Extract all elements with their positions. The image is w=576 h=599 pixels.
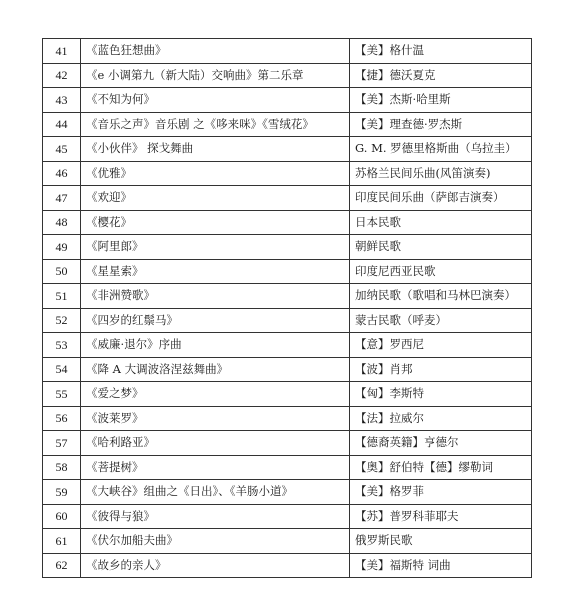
table-row xyxy=(43,137,532,162)
piece-title: 《菩提树》 xyxy=(81,455,350,480)
piece-author: 蒙古民歌（呼麦） xyxy=(350,308,532,333)
piece-author: 【美】理查德·罗杰斯 xyxy=(350,112,532,137)
piece-author: 【波】肖邦 xyxy=(350,357,532,382)
piece-author: 【德裔英籍】亨德尔 xyxy=(350,431,532,456)
row-number: 46 xyxy=(43,161,81,186)
row-number: 51 xyxy=(43,284,81,309)
table-row xyxy=(43,382,532,407)
row-number: 48 xyxy=(43,210,81,235)
row-number: 43 xyxy=(43,88,81,113)
row-number: 53 xyxy=(43,333,81,358)
table-row xyxy=(43,504,532,529)
piece-author: 加纳民歌（歌唱和马林巴演奏） xyxy=(350,284,532,309)
table-row xyxy=(43,357,532,382)
piece-title: 《故乡的亲人》 xyxy=(81,553,350,578)
piece-title: 《音乐之声》音乐剧 之《哆来咪》《雪绒花》 xyxy=(81,112,350,137)
piece-title: 《降 A 大调波洛涅兹舞曲》 xyxy=(81,357,350,382)
row-number: 62 xyxy=(43,553,81,578)
piece-title: 《e 小调第九（新大陆）交响曲》第二乐章 xyxy=(81,63,350,88)
table-row xyxy=(43,210,532,235)
piece-author: 日本民歌 xyxy=(350,210,532,235)
piece-title: 《波莱罗》 xyxy=(81,406,350,431)
table-row xyxy=(43,333,532,358)
piece-title: 《爱之梦》 xyxy=(81,382,350,407)
piece-author: 俄罗斯民歌 xyxy=(350,529,532,554)
row-number: 59 xyxy=(43,480,81,505)
table-row xyxy=(43,63,532,88)
row-number: 57 xyxy=(43,431,81,456)
table-row xyxy=(43,284,532,309)
row-number: 52 xyxy=(43,308,81,333)
piece-author: 【奥】舒伯特【德】缪勒词 xyxy=(350,455,532,480)
row-number: 45 xyxy=(43,137,81,162)
row-number: 56 xyxy=(43,406,81,431)
piece-author: 【美】格什温 xyxy=(350,39,532,64)
piece-author: 印度尼西亚民歌 xyxy=(350,259,532,284)
table-row xyxy=(43,88,532,113)
music-list-table xyxy=(42,38,532,578)
piece-author: 朝鲜民歌 xyxy=(350,235,532,260)
table-row xyxy=(43,186,532,211)
piece-author: 【美】福斯特 词曲 xyxy=(350,553,532,578)
row-number: 61 xyxy=(43,529,81,554)
table-row xyxy=(43,235,532,260)
table-row xyxy=(43,406,532,431)
table-row xyxy=(43,431,532,456)
piece-title: 《伏尔加船夫曲》 xyxy=(81,529,350,554)
piece-title: 《小伙伴》 探戈舞曲 xyxy=(81,137,350,162)
piece-author: 【美】格罗菲 xyxy=(350,480,532,505)
piece-author: 【匈】李斯特 xyxy=(350,382,532,407)
row-number: 49 xyxy=(43,235,81,260)
table-body xyxy=(43,39,532,578)
row-number: 60 xyxy=(43,504,81,529)
table-row xyxy=(43,553,532,578)
piece-title: 《四岁的红鬃马》 xyxy=(81,308,350,333)
piece-title: 《非洲赞歌》 xyxy=(81,284,350,309)
row-number: 50 xyxy=(43,259,81,284)
piece-title: 《樱花》 xyxy=(81,210,350,235)
piece-title: 《不知为何》 xyxy=(81,88,350,113)
piece-title: 《彼得与狼》 xyxy=(81,504,350,529)
piece-title: 《星星索》 xyxy=(81,259,350,284)
piece-title: 《威廉·退尔》序曲 xyxy=(81,333,350,358)
row-number: 58 xyxy=(43,455,81,480)
table-row xyxy=(43,39,532,64)
piece-title: 《阿里郎》 xyxy=(81,235,350,260)
row-number: 42 xyxy=(43,63,81,88)
table-row xyxy=(43,308,532,333)
piece-author: 【苏】普罗科菲耶夫 xyxy=(350,504,532,529)
piece-author: 【美】杰斯·哈里斯 xyxy=(350,88,532,113)
piece-title: 《哈利路亚》 xyxy=(81,431,350,456)
piece-author: 【法】拉威尔 xyxy=(350,406,532,431)
row-number: 41 xyxy=(43,39,81,64)
row-number: 47 xyxy=(43,186,81,211)
table-row xyxy=(43,161,532,186)
piece-author: G. M. 罗德里格斯曲（乌拉圭） xyxy=(350,137,532,162)
row-number: 44 xyxy=(43,112,81,137)
table-row xyxy=(43,112,532,137)
table-row xyxy=(43,259,532,284)
row-number: 55 xyxy=(43,382,81,407)
document-page xyxy=(42,38,531,578)
piece-author: 苏格兰民间乐曲(风笛演奏) xyxy=(350,161,532,186)
row-number: 54 xyxy=(43,357,81,382)
piece-title: 《优雅》 xyxy=(81,161,350,186)
table-row xyxy=(43,529,532,554)
table-row xyxy=(43,480,532,505)
piece-title: 《欢迎》 xyxy=(81,186,350,211)
piece-author: 【意】罗西尼 xyxy=(350,333,532,358)
piece-title: 《蓝色狂想曲》 xyxy=(81,39,350,64)
table-row xyxy=(43,455,532,480)
piece-author: 印度民间乐曲（萨郎吉演奏） xyxy=(350,186,532,211)
piece-title: 《大峡谷》组曲之《日出》、《羊肠小道》 xyxy=(81,480,350,505)
piece-author: 【捷】德沃夏克 xyxy=(350,63,532,88)
